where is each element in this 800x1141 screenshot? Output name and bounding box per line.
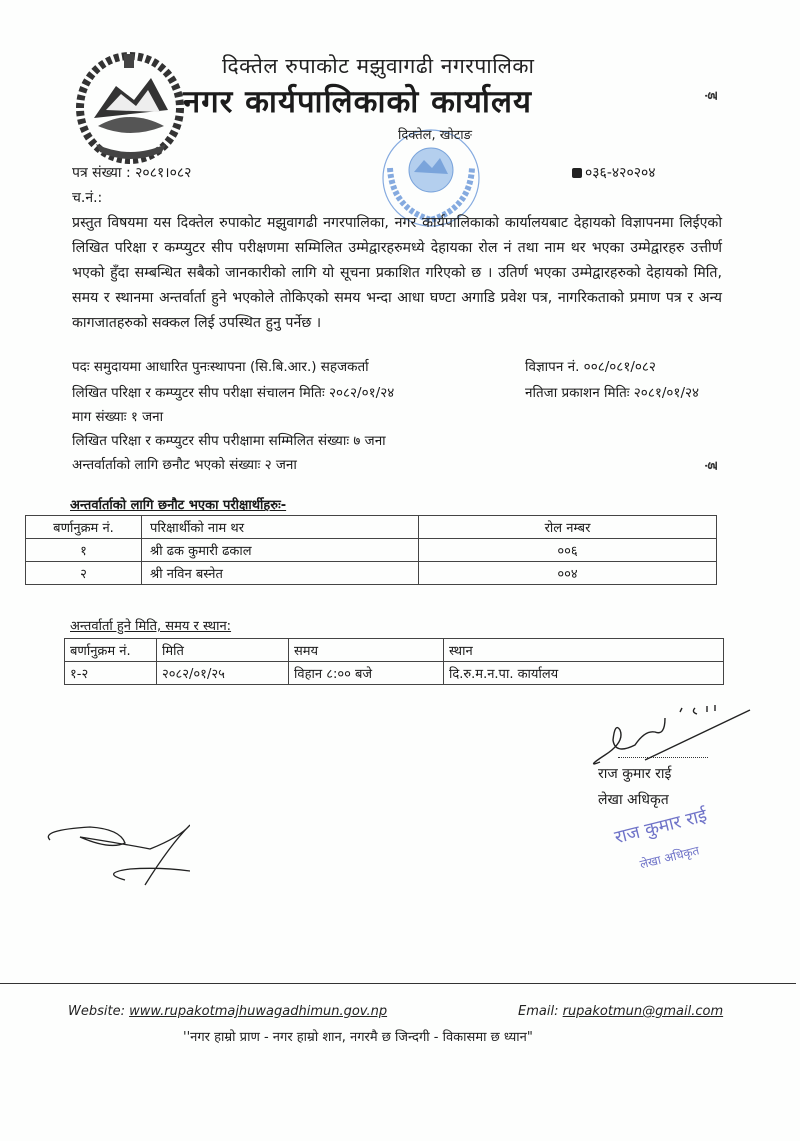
cell-name: श्री ढक कुमारी ढकाल xyxy=(142,539,419,562)
letter-number-label: पत्र संख्या : xyxy=(72,165,131,181)
selected-table-title: अन्तर्वार्ताको लागि छनौट भएका परीक्षार्थीहरुः- xyxy=(70,498,287,513)
cell-serial: १-२ xyxy=(65,662,157,685)
header-serial: बर्णानुक्रम नं. xyxy=(26,516,142,539)
demand-count: माग संख्याः १ जना xyxy=(72,409,164,425)
cell-roll: ००४ xyxy=(419,562,717,585)
officer-signature xyxy=(585,700,755,770)
email-link[interactable]: rupakotmun@gmail.com xyxy=(562,1004,724,1019)
header-roll: रोल नम्बर xyxy=(419,516,717,539)
advertisement-number: विज्ञापन नं. ००८/०८१/०८२ xyxy=(525,359,656,375)
signatory-stamp-designation: लेखा अधिकृत xyxy=(638,843,701,872)
cell-serial: १ xyxy=(26,539,142,562)
cell-roll: ००६ xyxy=(419,539,717,562)
signature-line xyxy=(618,757,708,758)
post-info: पदः समुदायमा आधारित पुनःस्थापना (सि.बि.आर.) सहजकर्ता xyxy=(72,359,369,375)
result-date: नतिजा प्रकाशन मितिः २०८१/०१/२४ xyxy=(525,385,700,401)
selected-candidates-table xyxy=(25,515,717,585)
dispatch-number-label: च.नं.: xyxy=(72,190,103,206)
signatory-designation: लेखा अधिकृत xyxy=(598,792,669,808)
header-name: परिक्षार्थीको नाम थर xyxy=(142,516,419,539)
letter-number-value: २०८१।०८२ xyxy=(135,165,192,181)
header-venue: स्थान xyxy=(444,639,724,662)
participant-count: लिखित परिक्षा र कम्प्युटर सीप परीक्षामा सम्मिलित संख्याः ७ जना xyxy=(72,433,386,449)
notice-body: प्रस्तुत विषयमा यस दिक्तेल रुपाकोट मझुवागढी नगरपालिका, नगर कार्यपालिकाको कार्यालयबाट देहायको विज्ञापनमा लिईएको लिखित परिक्षा र कम्प्युटर सीप परीक्षणमा सम्मिलित उम्मेद्वारहरुमध्ये देहायका रोल नं तथा नाम थर भएका उम्मेद्वारहरु उत्तीर्ण भएको हुँदा सम्बन्धित सबैको जानकारीको लागि यो सूचना प्रकाशित गरिएको छ । उतिर्ण भएका उम्मेद्वारहरुको देहायको मिति, समय र स्थानमा अन्तर्वार्ता हुने भएकोले तोकिएको समय भन्दा आधा घण्टा अगाडि प्रवेश पत्र, नागरिकताको प्रमाण पत्र र अन्य कागजातहरुको सक्कल लिई उपस्थित हुनु पर्नेछ । xyxy=(72,215,722,331)
phone-number xyxy=(572,163,656,182)
cell-date: २०८२/०१/२५ xyxy=(157,662,289,685)
signatory-name: राज कुमार राई xyxy=(598,766,672,782)
header-serial: बर्णानुक्रम नं. xyxy=(65,639,157,662)
cell-time: विहान ८:०० बजे xyxy=(289,662,444,685)
interview-schedule-table xyxy=(64,638,724,685)
header-time: समय xyxy=(289,639,444,662)
website-link[interactable]: www.rupakotmajhuwagadhimun.gov.np xyxy=(129,1004,388,1019)
table-row xyxy=(65,662,724,685)
municipality-motto: ''नगर हाम्रो प्राण - नगर हाम्रो शान, नगरमै छ जिन्दगी - विकासमा छ ध्यान" xyxy=(183,1030,533,1045)
website-info xyxy=(68,1004,387,1019)
second-signature xyxy=(40,815,190,895)
municipality-name: दिक्तेल रुपाकोट मझुवागढी नगरपालिका xyxy=(222,54,535,78)
table-row xyxy=(26,539,717,562)
website-label: Website: xyxy=(68,1004,125,1019)
telephone-icon xyxy=(572,168,582,178)
shortlisted-count: अन्तर्वार्ताको लागि छनौट भएको संख्याः २ जना xyxy=(72,457,297,473)
margin-mark-2: ड़ xyxy=(704,462,720,470)
email-label: Email: xyxy=(518,1004,559,1019)
cell-venue: दि.रु.म.न.पा. कार्यालय xyxy=(444,662,724,685)
office-name: नगर कार्यपालिकाको कार्यालय xyxy=(183,84,532,120)
header-date: मिति xyxy=(157,639,289,662)
table-row xyxy=(26,562,717,585)
table-header-row xyxy=(26,516,717,539)
margin-mark: ड़ xyxy=(704,92,720,100)
cell-name: श्री नविन बस्नेत xyxy=(142,562,419,585)
phone-value: ०३६-४२०२०४ xyxy=(585,165,656,181)
email-info xyxy=(518,1004,723,1019)
exam-date: लिखित परिक्षा र कम्प्युटर सीप परीक्षा संचालन मितिः २०८२/०१/२४ xyxy=(72,385,395,401)
nepal-emblem-logo xyxy=(76,48,184,166)
letter-number xyxy=(72,163,191,182)
footer-divider xyxy=(0,983,796,984)
cell-serial: २ xyxy=(26,562,142,585)
office-address: दिक्तेल, खोटाङ xyxy=(398,128,472,143)
interview-table-title: अन्तर्वार्ता हुने मिति, समय र स्थान: xyxy=(70,619,232,634)
table-header-row xyxy=(65,639,724,662)
signatory-stamp-name: राज कुमार राई xyxy=(612,805,710,849)
